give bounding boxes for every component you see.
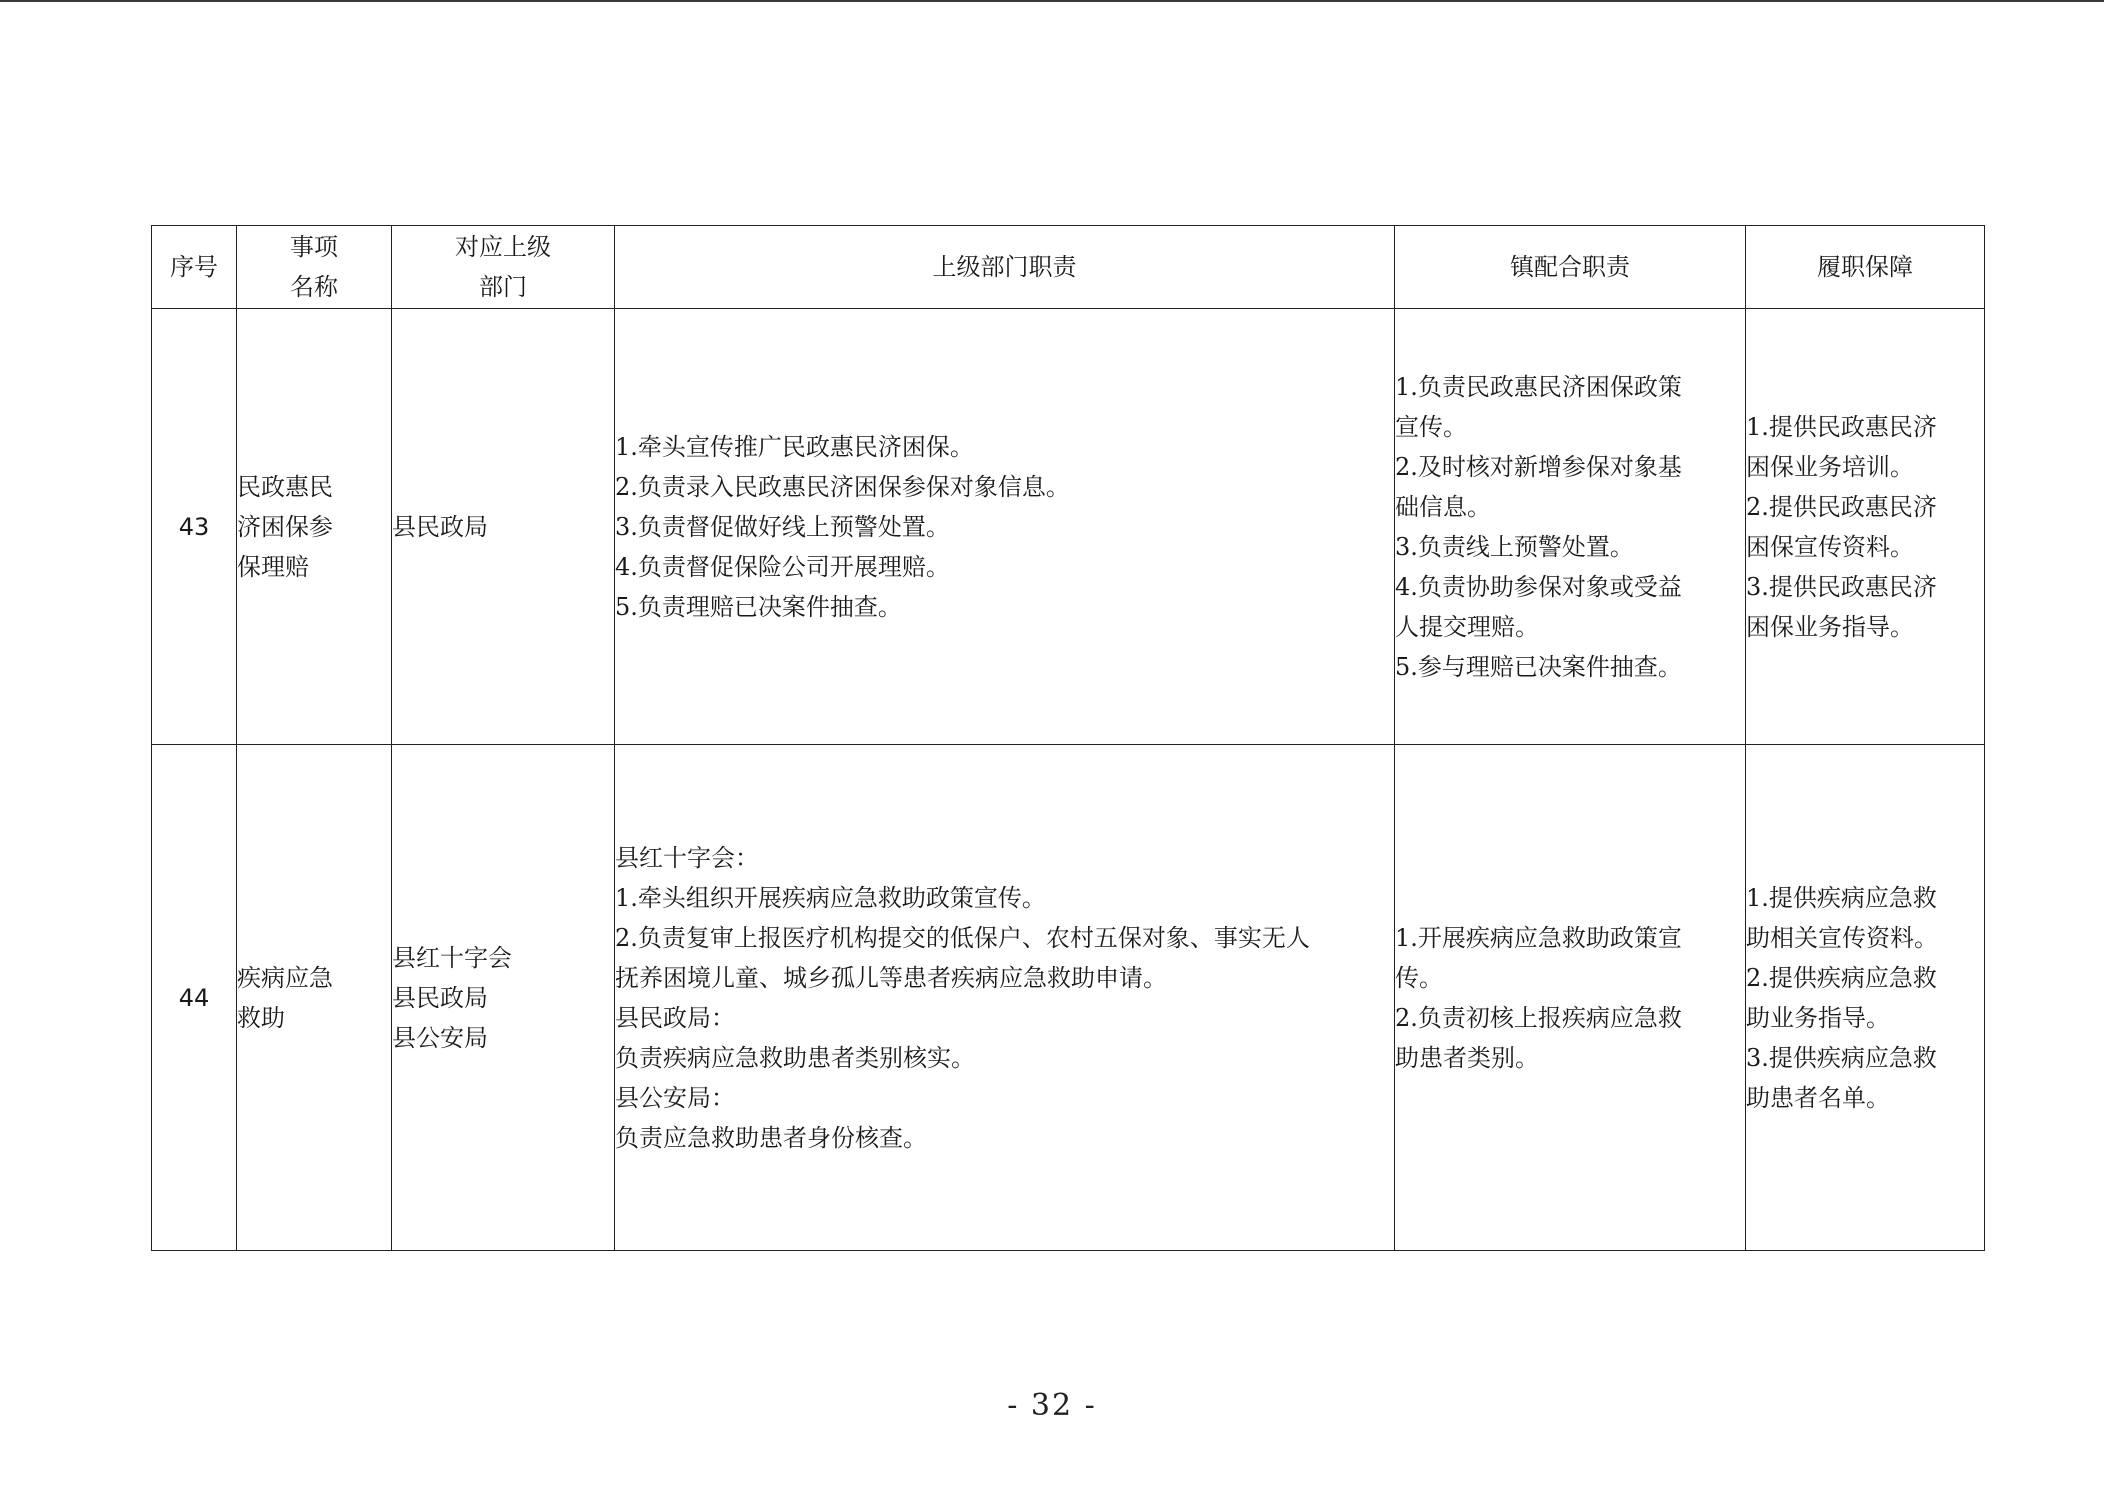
header-superior-dept-line: 部门 [479,273,527,301]
guarantee-line: 助业务指导。 [1746,1003,1890,1032]
header-guarantee-text: 履职保障 [1817,253,1913,281]
duty-line: 4.负责督促保险公司开展理赔。 [615,552,950,581]
guarantee-line: 1.提供疾病应急救 [1746,883,1937,912]
guarantee-line: 2.提供民政惠民济 [1746,492,1937,521]
duty-line: 负责疾病应急救助患者类别核实。 [615,1043,975,1072]
header-item-name-line: 事项 [290,233,338,261]
town-duty-line: 2.及时核对新增参保对象基 [1395,452,1682,481]
guarantee-line: 1.提供民政惠民济 [1746,412,1937,441]
dept-line: 县民政局 [392,983,488,1012]
header-num-text: 序号 [170,253,218,281]
table-row [152,309,1985,745]
town-duty-line: 4.负责协助参保对象或受益 [1395,572,1682,601]
header-superior-dept [392,226,615,309]
town-duty-line: 2.负责初核上报疾病应急救 [1395,1003,1682,1032]
dept-line: 县红十字会 [392,943,512,972]
guarantee-line: 助相关宣传资料。 [1746,923,1938,952]
table-header-row [152,226,1985,309]
row-number: 44 [152,745,237,1251]
header-guarantee [1746,226,1985,309]
superior-duty-cell [615,745,1395,1251]
header-superior-duty-text: 上级部门职责 [932,253,1077,281]
item-name-line: 疾病应急 [237,963,333,992]
header-town-duty [1395,226,1746,309]
item-name-line: 保理赔 [237,552,309,581]
town-duty-line: 1.开展疾病应急救助政策宣 [1395,923,1682,952]
guarantee-line: 助患者名单。 [1746,1083,1890,1112]
guarantee-line: 困保宣传资料。 [1746,532,1914,561]
duty-line: 负责应急救助患者身份核查。 [615,1123,927,1152]
duty-line: 抚养困境儿童、城乡孤儿等患者疾病应急救助申请。 [615,963,1167,992]
guarantee-line: 困保业务培训。 [1746,452,1914,481]
header-item-name [237,226,392,309]
duty-table [151,225,1985,1251]
page-number: - 32 - [1007,1388,1097,1423]
town-duty-line: 宣传。 [1395,412,1467,441]
guarantee-cell [1746,309,1985,745]
town-duty-cell [1395,745,1746,1251]
guarantee-line: 3.提供民政惠民济 [1746,572,1937,601]
duty-line: 1.牵头宣传推广民政惠民济困保。 [615,432,974,461]
top-border-line [0,0,2104,2]
superior-dept-cell [392,309,615,745]
item-name-cell [237,309,392,745]
item-name-cell [237,745,392,1251]
guarantee-cell [1746,745,1985,1251]
superior-dept-cell [392,745,615,1251]
dept-line: 县民政局 [392,512,488,541]
town-duty-line: 5.参与理赔已决案件抽查。 [1395,652,1682,681]
town-duty-line: 础信息。 [1395,492,1491,521]
guarantee-line: 2.提供疾病应急救 [1746,963,1937,992]
duty-line: 1.牵头组织开展疾病应急救助政策宣传。 [615,883,1046,912]
duty-line: 3.负责督促做好线上预警处置。 [615,512,950,541]
town-duty-line: 传。 [1395,963,1443,992]
dept-line: 县公安局 [392,1023,488,1052]
town-duty-line: 3.负责线上预警处置。 [1395,532,1634,561]
guarantee-line: 困保业务指导。 [1746,612,1914,641]
duty-line: 5.负责理赔已决案件抽查。 [615,592,902,621]
item-name-line: 救助 [237,1003,285,1032]
table-row [152,745,1985,1251]
item-name-line: 济困保参 [237,512,333,541]
town-duty-line: 1.负责民政惠民济困保政策 [1395,372,1682,401]
header-num [152,226,237,309]
header-town-duty-text: 镇配合职责 [1510,253,1630,281]
duty-line: 2.负责录入民政惠民济困保参保对象信息。 [615,472,1070,501]
item-name-line: 民政惠民 [237,472,333,501]
header-superior-dept-line: 对应上级 [455,233,551,261]
header-superior-duty [615,226,1395,309]
duty-line: 2.负责复审上报医疗机构提交的低保户、农村五保对象、事实无人 [615,923,1310,952]
row-number: 43 [152,309,237,745]
guarantee-line: 3.提供疾病应急救 [1746,1043,1937,1072]
header-item-name-line: 名称 [290,273,338,301]
duty-line: 县红十字会： [615,843,759,872]
town-duty-line: 助患者类别。 [1395,1043,1539,1072]
duty-line: 县公安局： [615,1083,735,1112]
town-duty-cell [1395,309,1746,745]
duty-line: 县民政局： [615,1003,735,1032]
town-duty-line: 人提交理赔。 [1395,612,1539,641]
superior-duty-cell [615,309,1395,745]
